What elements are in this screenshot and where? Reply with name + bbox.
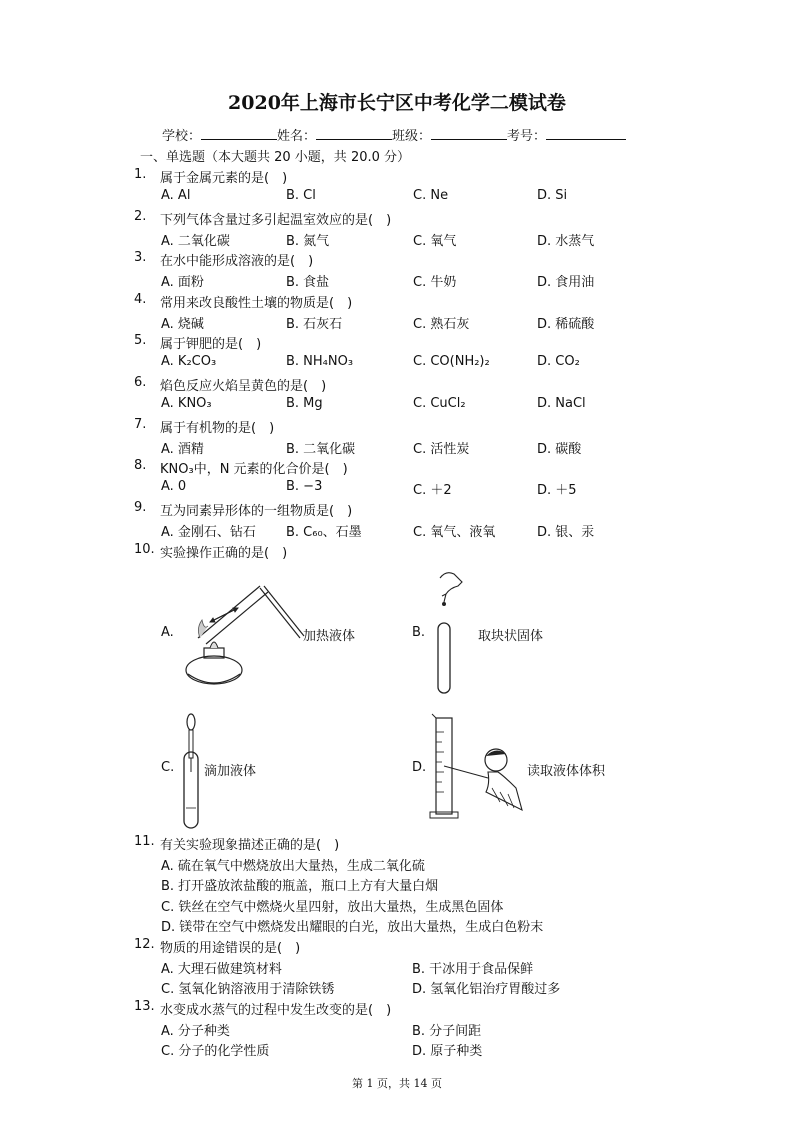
q10-option-b-letter: B. — [412, 625, 426, 640]
page-footer: 第 1 页，共 14 页 — [352, 1077, 442, 1090]
answer-option[interactable]: A. 分子种类 — [161, 1023, 230, 1039]
answer-option[interactable]: B. 干冰用于食品保鲜 — [412, 961, 534, 977]
question-number: 3. — [134, 250, 147, 266]
class-blank — [431, 127, 507, 140]
question-text: 实验操作正确的是( ) — [160, 546, 288, 561]
answer-option[interactable]: A. KNO₃ — [161, 396, 212, 411]
question-number: 10. — [134, 542, 155, 557]
answer-option[interactable]: D. 食用油 — [537, 275, 595, 291]
q10-option-d-letter: D. — [412, 760, 427, 775]
section-title: 一、单选题（本大题共 20 小题，共 20.0 分） — [140, 150, 411, 165]
answer-option[interactable]: C. 氧气 — [413, 233, 457, 249]
answer-option[interactable]: A. 面粉 — [161, 275, 204, 291]
q10-option-d-label: 读取液体体积 — [527, 764, 606, 779]
answer-option[interactable]: B. 打开盛放浓盐酸的瓶盖，瓶口上方有大量白烟 — [161, 879, 439, 894]
question-number: 8. — [134, 458, 147, 474]
question-text: 物质的用途错误的是( ) — [160, 941, 301, 956]
student-info-line — [162, 125, 626, 144]
answer-option[interactable]: C. Ne — [413, 188, 449, 203]
answer-option[interactable]: C. 分子的化学性质 — [161, 1044, 270, 1059]
heating-liquid-figure — [180, 578, 290, 690]
solid-taking-figure — [432, 568, 472, 698]
answer-option[interactable]: C. 牛奶 — [413, 275, 457, 291]
answer-option[interactable]: D. 银、汞 — [537, 524, 595, 540]
answer-option[interactable]: A. 金刚石、钻石 — [161, 524, 256, 540]
answer-option[interactable]: D. 稀硫酸 — [537, 316, 595, 332]
question-number: 1. — [134, 167, 147, 182]
answer-option[interactable]: B. 氮气 — [286, 233, 330, 249]
answer-option[interactable]: B. 二氧化碳 — [286, 441, 356, 457]
question-number: 12. — [134, 937, 155, 952]
answer-option[interactable]: A. Al — [161, 188, 191, 203]
q10-option-a-label: 加热液体 — [303, 629, 356, 644]
answer-option[interactable]: C. 铁丝在空气中燃烧火星四射，放出大量热，生成黑色固体 — [161, 899, 504, 915]
q10-option-c-letter: C. — [161, 760, 175, 775]
question-number: 6. — [134, 375, 147, 390]
answer-option[interactable]: D. CO₂ — [537, 354, 580, 370]
answer-option[interactable]: D. 氢氧化铝治疗胃酸过多 — [412, 982, 561, 997]
answer-option[interactable]: C. CO(NH₂)₂ — [413, 354, 490, 370]
question-text: 下列气体含量过多引起温室效应的是( ) — [160, 212, 392, 228]
answer-option[interactable]: D. NaCl — [537, 396, 586, 411]
answer-option[interactable]: B. NH₄NO₃ — [286, 354, 354, 370]
answer-option[interactable]: B. 食盐 — [286, 275, 330, 291]
q10-option-b-label: 取块状固体 — [478, 629, 544, 644]
question-number: 5. — [134, 333, 147, 349]
question-number: 11. — [134, 834, 155, 849]
answer-option[interactable]: A. 0 — [161, 479, 187, 495]
answer-option[interactable]: C. 氢氧化钠溶液用于清除铁锈 — [161, 982, 335, 997]
answer-option[interactable]: A. 酒精 — [161, 441, 204, 457]
page-title: 2020年上海市长宁区中考化学二模试卷 — [228, 92, 566, 114]
answer-option[interactable]: D. 碳酸 — [537, 441, 582, 457]
answer-option[interactable]: C. CuCl₂ — [413, 396, 466, 411]
question-number: 9. — [134, 499, 147, 515]
question-text: 水变成水蒸气的过程中发生改变的是( ) — [160, 1003, 392, 1018]
answer-option[interactable]: B. 分子间距 — [412, 1023, 482, 1039]
school-blank — [201, 127, 277, 140]
answer-option[interactable]: D. 原子种类 — [412, 1044, 483, 1059]
dropping-liquid-figure — [180, 712, 206, 832]
answer-option[interactable]: C. ＋2 — [413, 483, 452, 499]
question-text: 属于有机物的是( ) — [160, 420, 275, 436]
answer-option[interactable]: A. 二氧化碳 — [161, 233, 230, 249]
exam-no-blank — [546, 127, 626, 140]
question-text: 常用来改良酸性土壤的物质是( ) — [160, 295, 353, 311]
answer-option[interactable]: C. 活性炭 — [413, 441, 470, 457]
answer-option[interactable]: C. 熟石灰 — [413, 316, 470, 332]
exam-no-label: 考号： — [507, 129, 547, 144]
name-blank — [316, 127, 392, 140]
question-text: KNO₃中，N 元素的化合价是( ) — [160, 462, 348, 478]
answer-option[interactable]: A. 硫在氧气中燃烧放出大量热，生成二氧化硫 — [161, 858, 425, 874]
question-text: 在水中能形成溶液的是( ) — [160, 254, 314, 270]
question-text: 互为同素异形体的一组物质是( ) — [160, 503, 353, 519]
answer-option[interactable]: A. 大理石做建筑材料 — [161, 961, 282, 977]
answer-option[interactable]: B. −3 — [286, 479, 323, 495]
question-text: 有关实验现象描述正确的是( ) — [160, 838, 340, 853]
answer-option[interactable]: A. 烧碱 — [161, 316, 204, 332]
question-text: 属于钾肥的是( ) — [160, 337, 262, 353]
answer-option[interactable]: D. 水蒸气 — [537, 233, 595, 249]
answer-option[interactable]: B. C₆₀、石墨 — [286, 524, 362, 540]
answer-option[interactable]: B. 石灰石 — [286, 316, 343, 332]
question-number: 13. — [134, 999, 155, 1014]
q10-option-c-label: 滴加液体 — [204, 764, 257, 779]
answer-option[interactable]: D. 镁带在空气中燃烧发出耀眼的白光，放出大量热，生成白色粉末 — [161, 920, 544, 935]
reading-volume-figure — [430, 712, 526, 822]
question-number: 7. — [134, 416, 147, 432]
question-text: 属于金属元素的是( ) — [160, 171, 288, 186]
question-text: 焰色反应火焰呈黄色的是( ) — [160, 379, 327, 394]
answer-option[interactable]: B. Cl — [286, 188, 316, 203]
answer-option[interactable]: C. 氧气、液氧 — [413, 524, 496, 540]
question-number: 4. — [134, 291, 147, 307]
answer-option[interactable]: D. Si — [537, 188, 568, 203]
answer-option[interactable]: B. Mg — [286, 396, 323, 411]
question-number: 2. — [134, 208, 147, 224]
name-label: 姓名： — [277, 129, 317, 144]
q10-option-a-letter: A. — [161, 625, 174, 640]
answer-option[interactable]: A. K₂CO₃ — [161, 354, 217, 370]
answer-option[interactable]: D. ＋5 — [537, 483, 577, 499]
school-label: 学校： — [162, 129, 202, 144]
class-label: 班级： — [392, 129, 432, 144]
